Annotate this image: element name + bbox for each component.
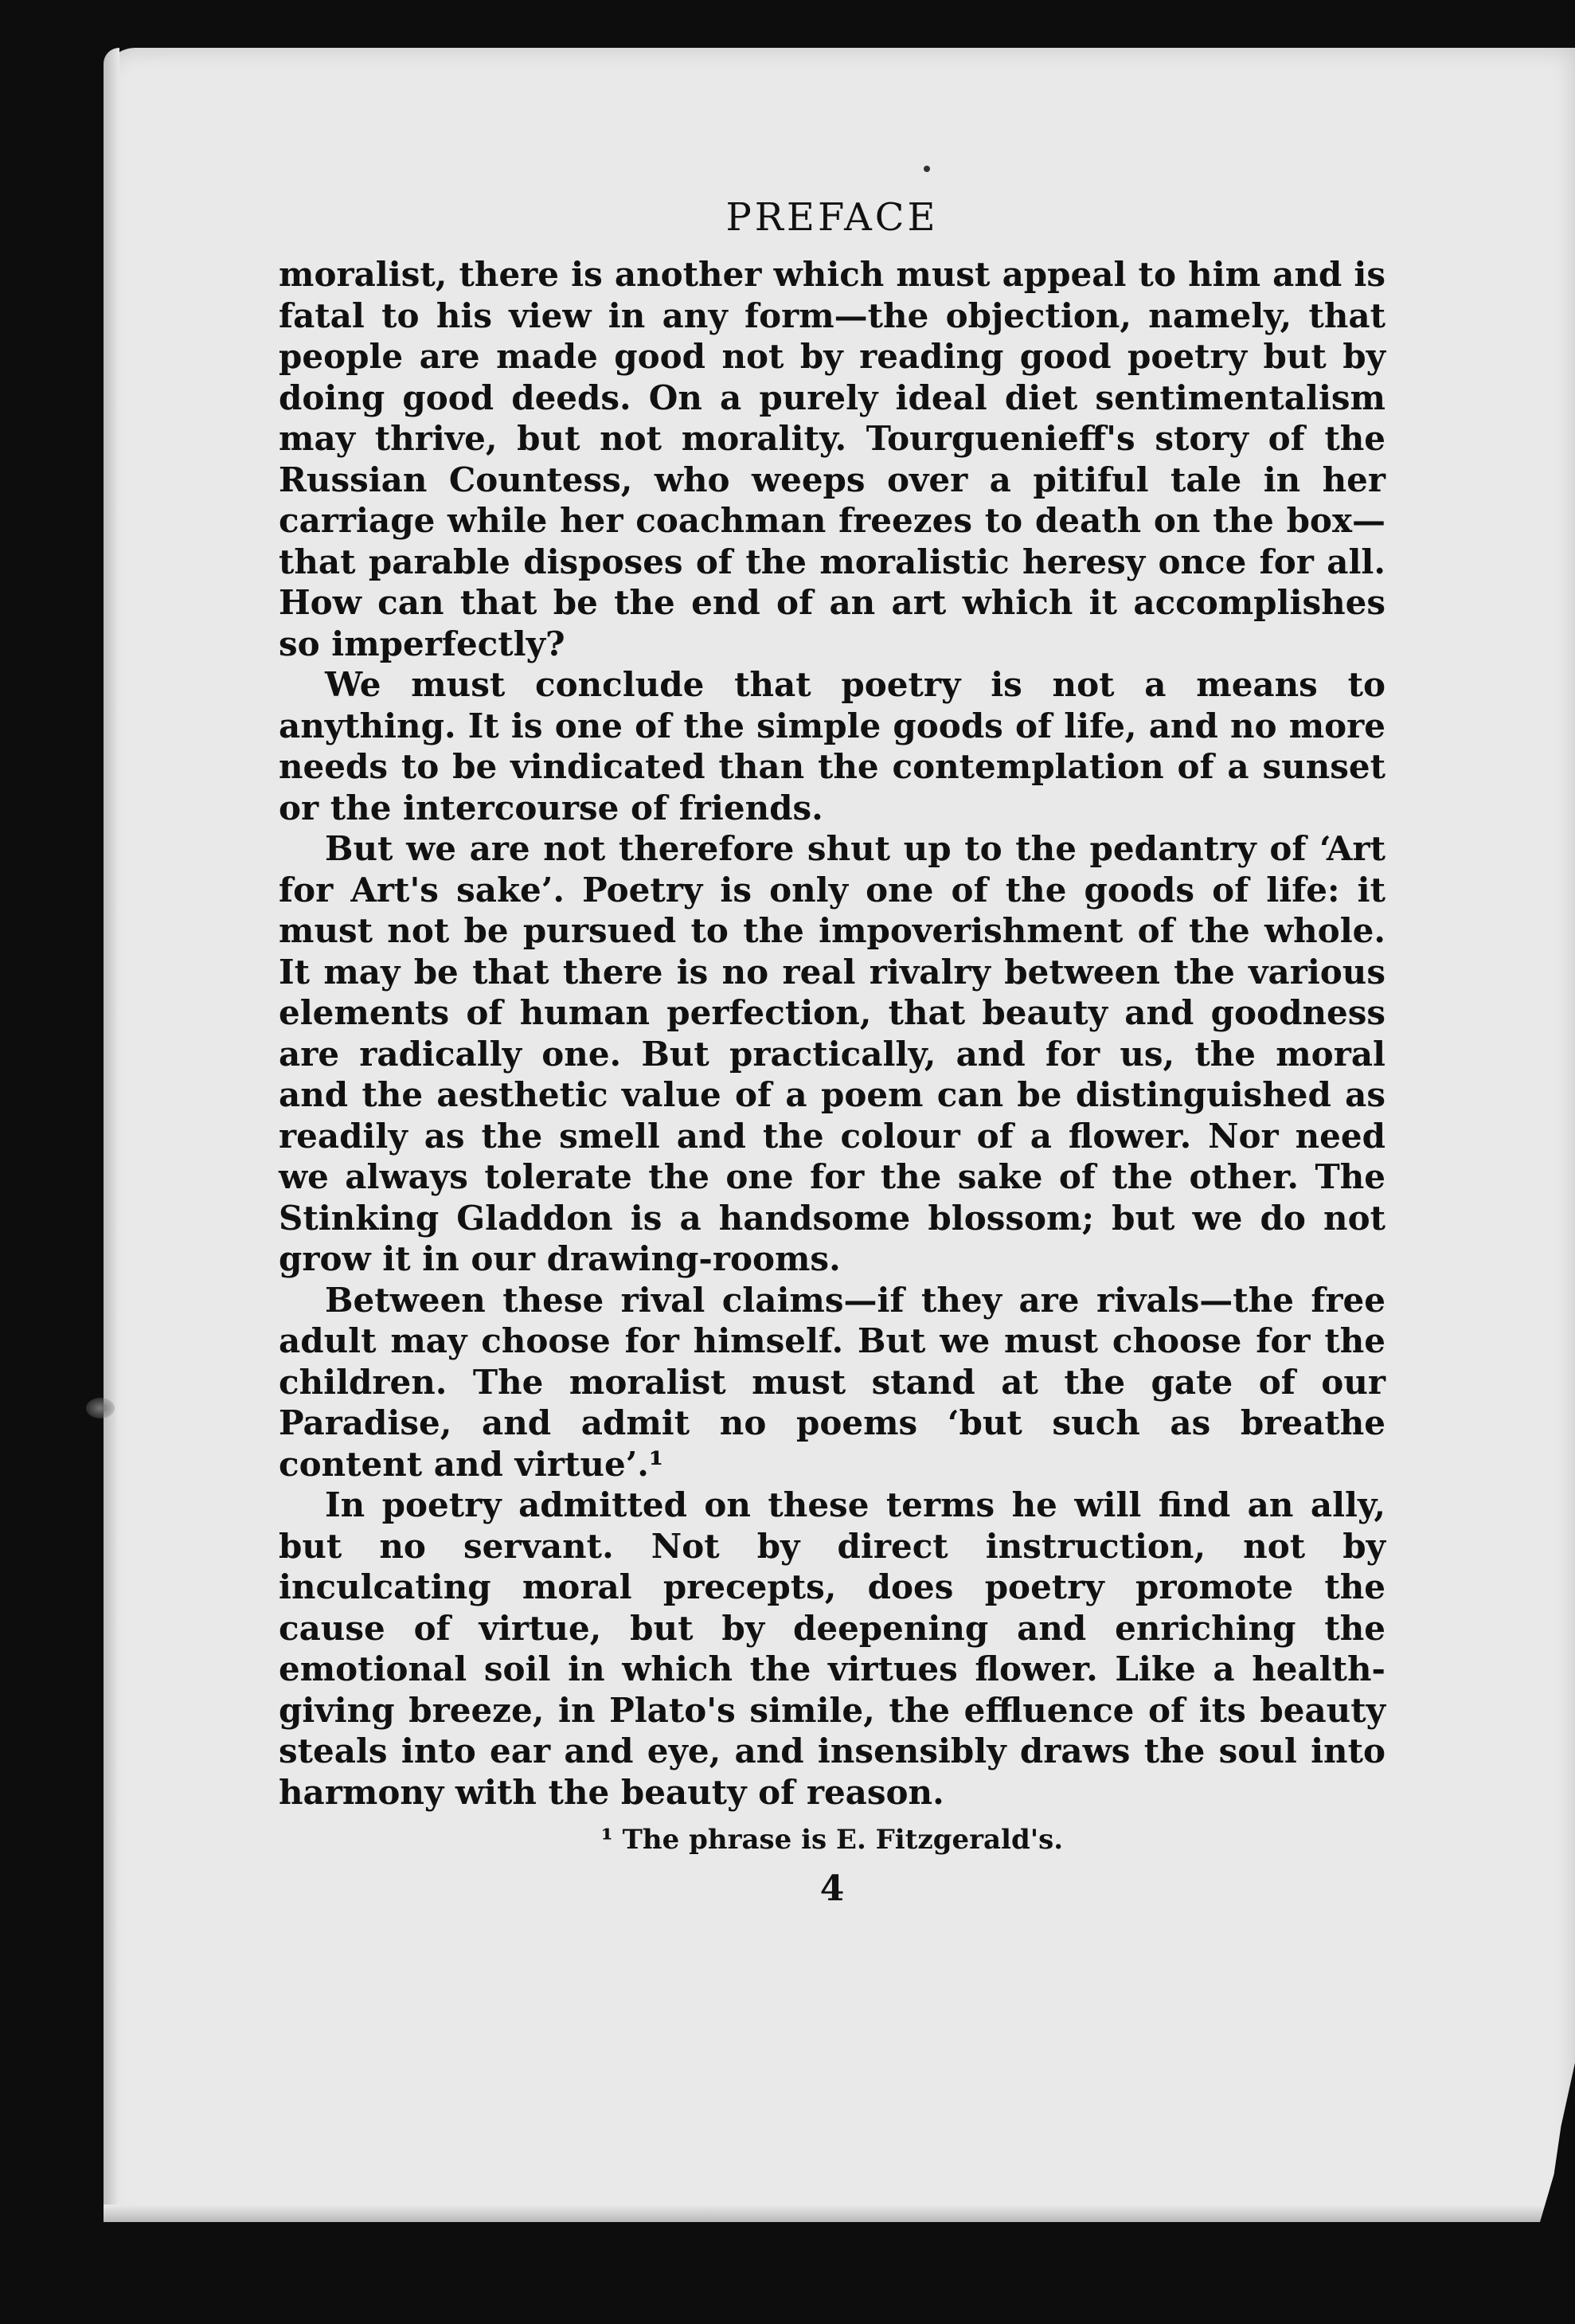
paragraph-5: In poetry admitted on these terms he will find an ally, but no servant. Not by direct instruction, not by inculcating moral precepts, does poetry promote the cause of virtue, but by deepening and enriching the emotional soil in which the virtues flower. Like a health-giving breeze, in Plato's simile, the effluence of its beauty steals into ear and eye, and insensibly draws the soul into harmony with the beauty of reason. <box>279 1485 1385 1812</box>
paragraph-2: We must conclude that poetry is not a means to anything. It is one of the simple goods of life, and no more needs to be vindicated than the contemplation of a sunset or the intercourse of friends. <box>279 665 1385 827</box>
running-head: PREFACE <box>725 195 939 240</box>
paragraph-1: moralist, there is another which must appeal to him and is fatal to his view in any form—the objection, namely, that people are made good not by reading good poetry but by doing good deeds. On a purely ideal diet sentimentalism may thrive, but not morality. Tourguenieff's story of the Russian Countess, who weeps over a pitiful tale in her carriage while her coachman freezes to death on the box—that parable disposes of the moralistic heresy once for all. How can that be the end of an art which it accomplishes so imperfectly? <box>279 255 1385 663</box>
page-edge-shadow <box>104 48 119 2222</box>
page-number: 4 <box>819 1868 845 1909</box>
paragraph-4: Between these rival claims—if they are rivals—the free adult may choose for himself. But we must choose for the children. The moralist must stand at the gate of our Paradise, and admit no poems ‘but such as breathe content and virtue’.¹ <box>279 1280 1385 1484</box>
page-bottom-edge <box>104 2205 1575 2222</box>
footnote: ¹ The phrase is E. Fitzgerald's. <box>600 1824 1064 1856</box>
page-smudge <box>86 1398 115 1418</box>
ink-dot <box>924 166 930 172</box>
page-text-block <box>279 195 1385 1909</box>
paragraph-3: But we are not therefore shut up to the pedantry of ‘Art for Art's sake’. Poetry is only one of the goods of life: it must not be pursued to the impoverishment of the whole. It may be that there is no real rivalry between the various elements of human perfection, that beauty and goodness are radically one. But practically, and for us, the moral and the aesthetic value of a poem can be distinguished as readily as the smell and the colour of a flower. Nor need we always tolerate the one for the sake of the other. The Stinking Gladdon is a handsome blossom; but we do not grow it in our drawing-rooms. <box>279 829 1385 1278</box>
